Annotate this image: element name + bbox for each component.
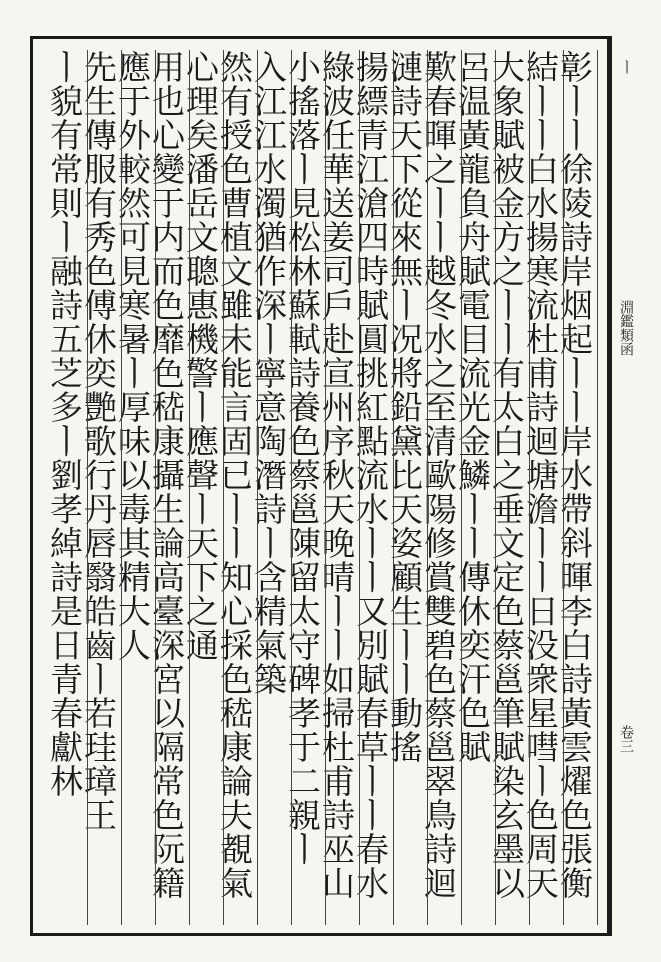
text-column-16 <box>38 50 88 925</box>
column-text: 入江江水濁猶作深ㅣ寧意陶潛詩ㅣ含精氣築 <box>249 50 288 696</box>
edge-volume-number: 卷三 <box>618 725 634 753</box>
column-text: 小搖落ㅣ見松林蘇軾詩養色蔡邕陳留太守碑孝于二親ㅣ <box>283 50 322 866</box>
column-text: 先生傳服有秀色傅休奕艷歌行丹唇翳皓齒ㅣ若珪璋王 <box>79 50 118 832</box>
column-text: 應于外較然可見寒暑ㅣ厚味以毒其精大人 <box>113 50 152 662</box>
column-text: 歎春暉之ㅣㅣ越冬水之至清歐陽修賞雙碧色蔡邕翠鳥詩迴 <box>419 50 458 900</box>
column-text: 然有授色曹植文雖未能言固已ㅣㅣ知心採色嵇康論夫覩氣 <box>215 50 254 900</box>
column-text: 用也心變于内而色靡色嵇康攝生論高臺深宮以隔常色阮籍 <box>147 50 186 900</box>
column-text: ㅣ貌有常則ㅣ融詩五芝多ㅣ劉孝綽詩是日青春獻林 <box>45 50 84 798</box>
column-text: 漣詩天下從來無ㅣ况將鉛黛比天姿顧生ㅣㅣ動搖 <box>385 50 424 764</box>
column-text: 呂温黃龍負舟賦電目流光金鱗ㅣㅣ傳休奕汗色賦 <box>453 50 492 764</box>
column-text: 揚縹青江滄四時賦圓挑紅點流水ㅣㅣ又別賦春草ㅣㅣ春水 <box>351 50 390 900</box>
column-text: 彰ㅣㅣ徐陵詩岸烟起ㅣㅣ岸水帶斜暉李白詩黃雲燿色張衡 <box>555 50 594 900</box>
column-text: 綠波任華送姜司戶赴宣州序秋天晚晴ㅣㅣ如掃杜甫詩巫山 <box>317 50 356 900</box>
edge-mark-top: ㅣ <box>618 60 634 74</box>
column-text: 大象賦被金方之ㅣㅣ有太白之垂文定色蔡邕筆賦染玄墨以 <box>487 50 526 900</box>
edge-book-title: 淵鑑類函 <box>618 300 634 356</box>
column-text: 心理矣潘岳文聰惠機警ㅣ應聲ㅣ天下之通 <box>181 50 220 662</box>
column-text: 結ㅣㅣ白水揚寒流杜甫詩迴塘澹ㅣㅣ日没衆星嘒ㅣ色周天 <box>521 50 560 900</box>
